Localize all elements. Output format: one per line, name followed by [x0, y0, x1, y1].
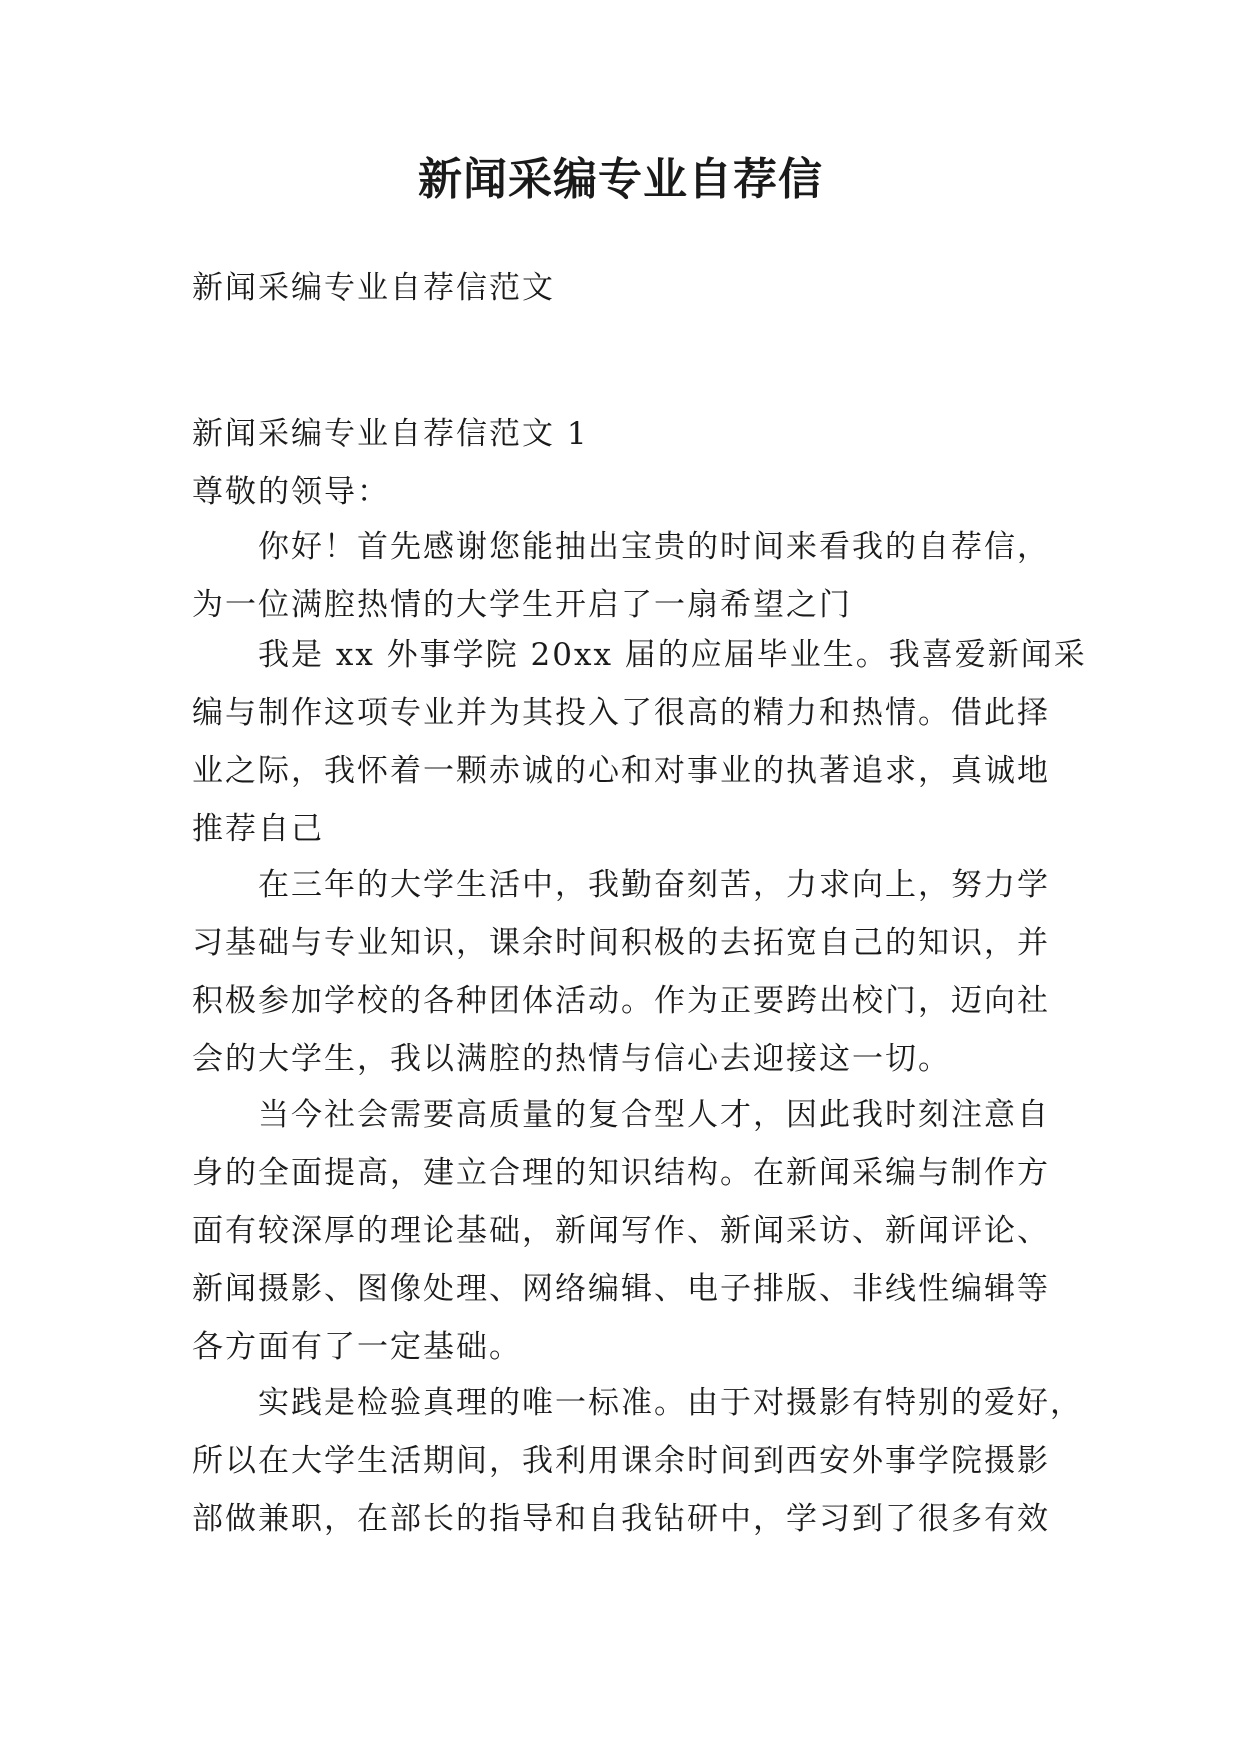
paragraph-line: 业之际，我怀着一颗赤诚的心和对事业的执著追求，真诚地 [192, 753, 1050, 789]
paragraph-line: 为一位满腔热情的大学生开启了一扇希望之门 [192, 587, 852, 623]
paragraph-line: 编与制作这项专业并为其投入了很高的精力和热情。借此择 [192, 695, 1050, 731]
letter-salutation: 尊敬的领导： [192, 474, 390, 510]
paragraph-practice [192, 1374, 1083, 1548]
paragraph-line: 身的全面提高，建立合理的知识结构。在新闻采编与制作方 [192, 1155, 1050, 1191]
paragraph-line: 各方面有了一定基础。 [192, 1329, 522, 1365]
paragraph-line: 推荐自己 [192, 811, 324, 847]
paragraph-line: 我是 xx 外事学院 20xx 届的应届毕业生。我喜爱新闻采 [258, 637, 1087, 673]
paragraph-university-life [192, 856, 1062, 1088]
paragraph-line: 面有较深厚的理论基础，新闻写作、新闻采访、新闻评论、 [192, 1213, 1050, 1249]
paragraph-line: 你好！首先感谢您能抽出宝贵的时间来看我的自荐信， [258, 529, 1050, 565]
paragraph-line: 在三年的大学生活中，我勤奋刻苦，力求向上，努力学 [258, 867, 1050, 903]
section-heading: 新闻采编专业自荐信范文 1 [192, 416, 589, 452]
document-title: 新闻采编专业自荐信 [418, 154, 823, 205]
paragraph-line: 新闻摄影、图像处理、网络编辑、电子排版、非线性编辑等 [192, 1271, 1050, 1307]
paragraph-line: 习基础与专业知识，课余时间积极的去拓宽自己的知识，并 [192, 925, 1050, 961]
paragraph-line: 实践是检验真理的唯一标准。由于对摄影有特别的爱好， [258, 1385, 1083, 1421]
paragraph-line: 积极参加学校的各种团体活动。作为正要跨出校门，迈向社 [192, 983, 1050, 1019]
paragraph-greeting [192, 518, 1062, 634]
paragraph-line: 会的大学生，我以满腔的热情与信心去迎接这一切。 [192, 1041, 951, 1077]
paragraph-line: 部做兼职，在部长的指导和自我钻研中，学习到了很多有效 [192, 1501, 1050, 1537]
paragraph-introduction [192, 626, 1087, 858]
paragraph-line: 当今社会需要高质量的复合型人才，因此我时刻注意自 [258, 1097, 1050, 1133]
document-subtitle: 新闻采编专业自荐信范文 [192, 270, 555, 306]
paragraph-skills [192, 1086, 1062, 1376]
paragraph-line: 所以在大学生活期间，我利用课余时间到西安外事学院摄影 [192, 1443, 1050, 1479]
